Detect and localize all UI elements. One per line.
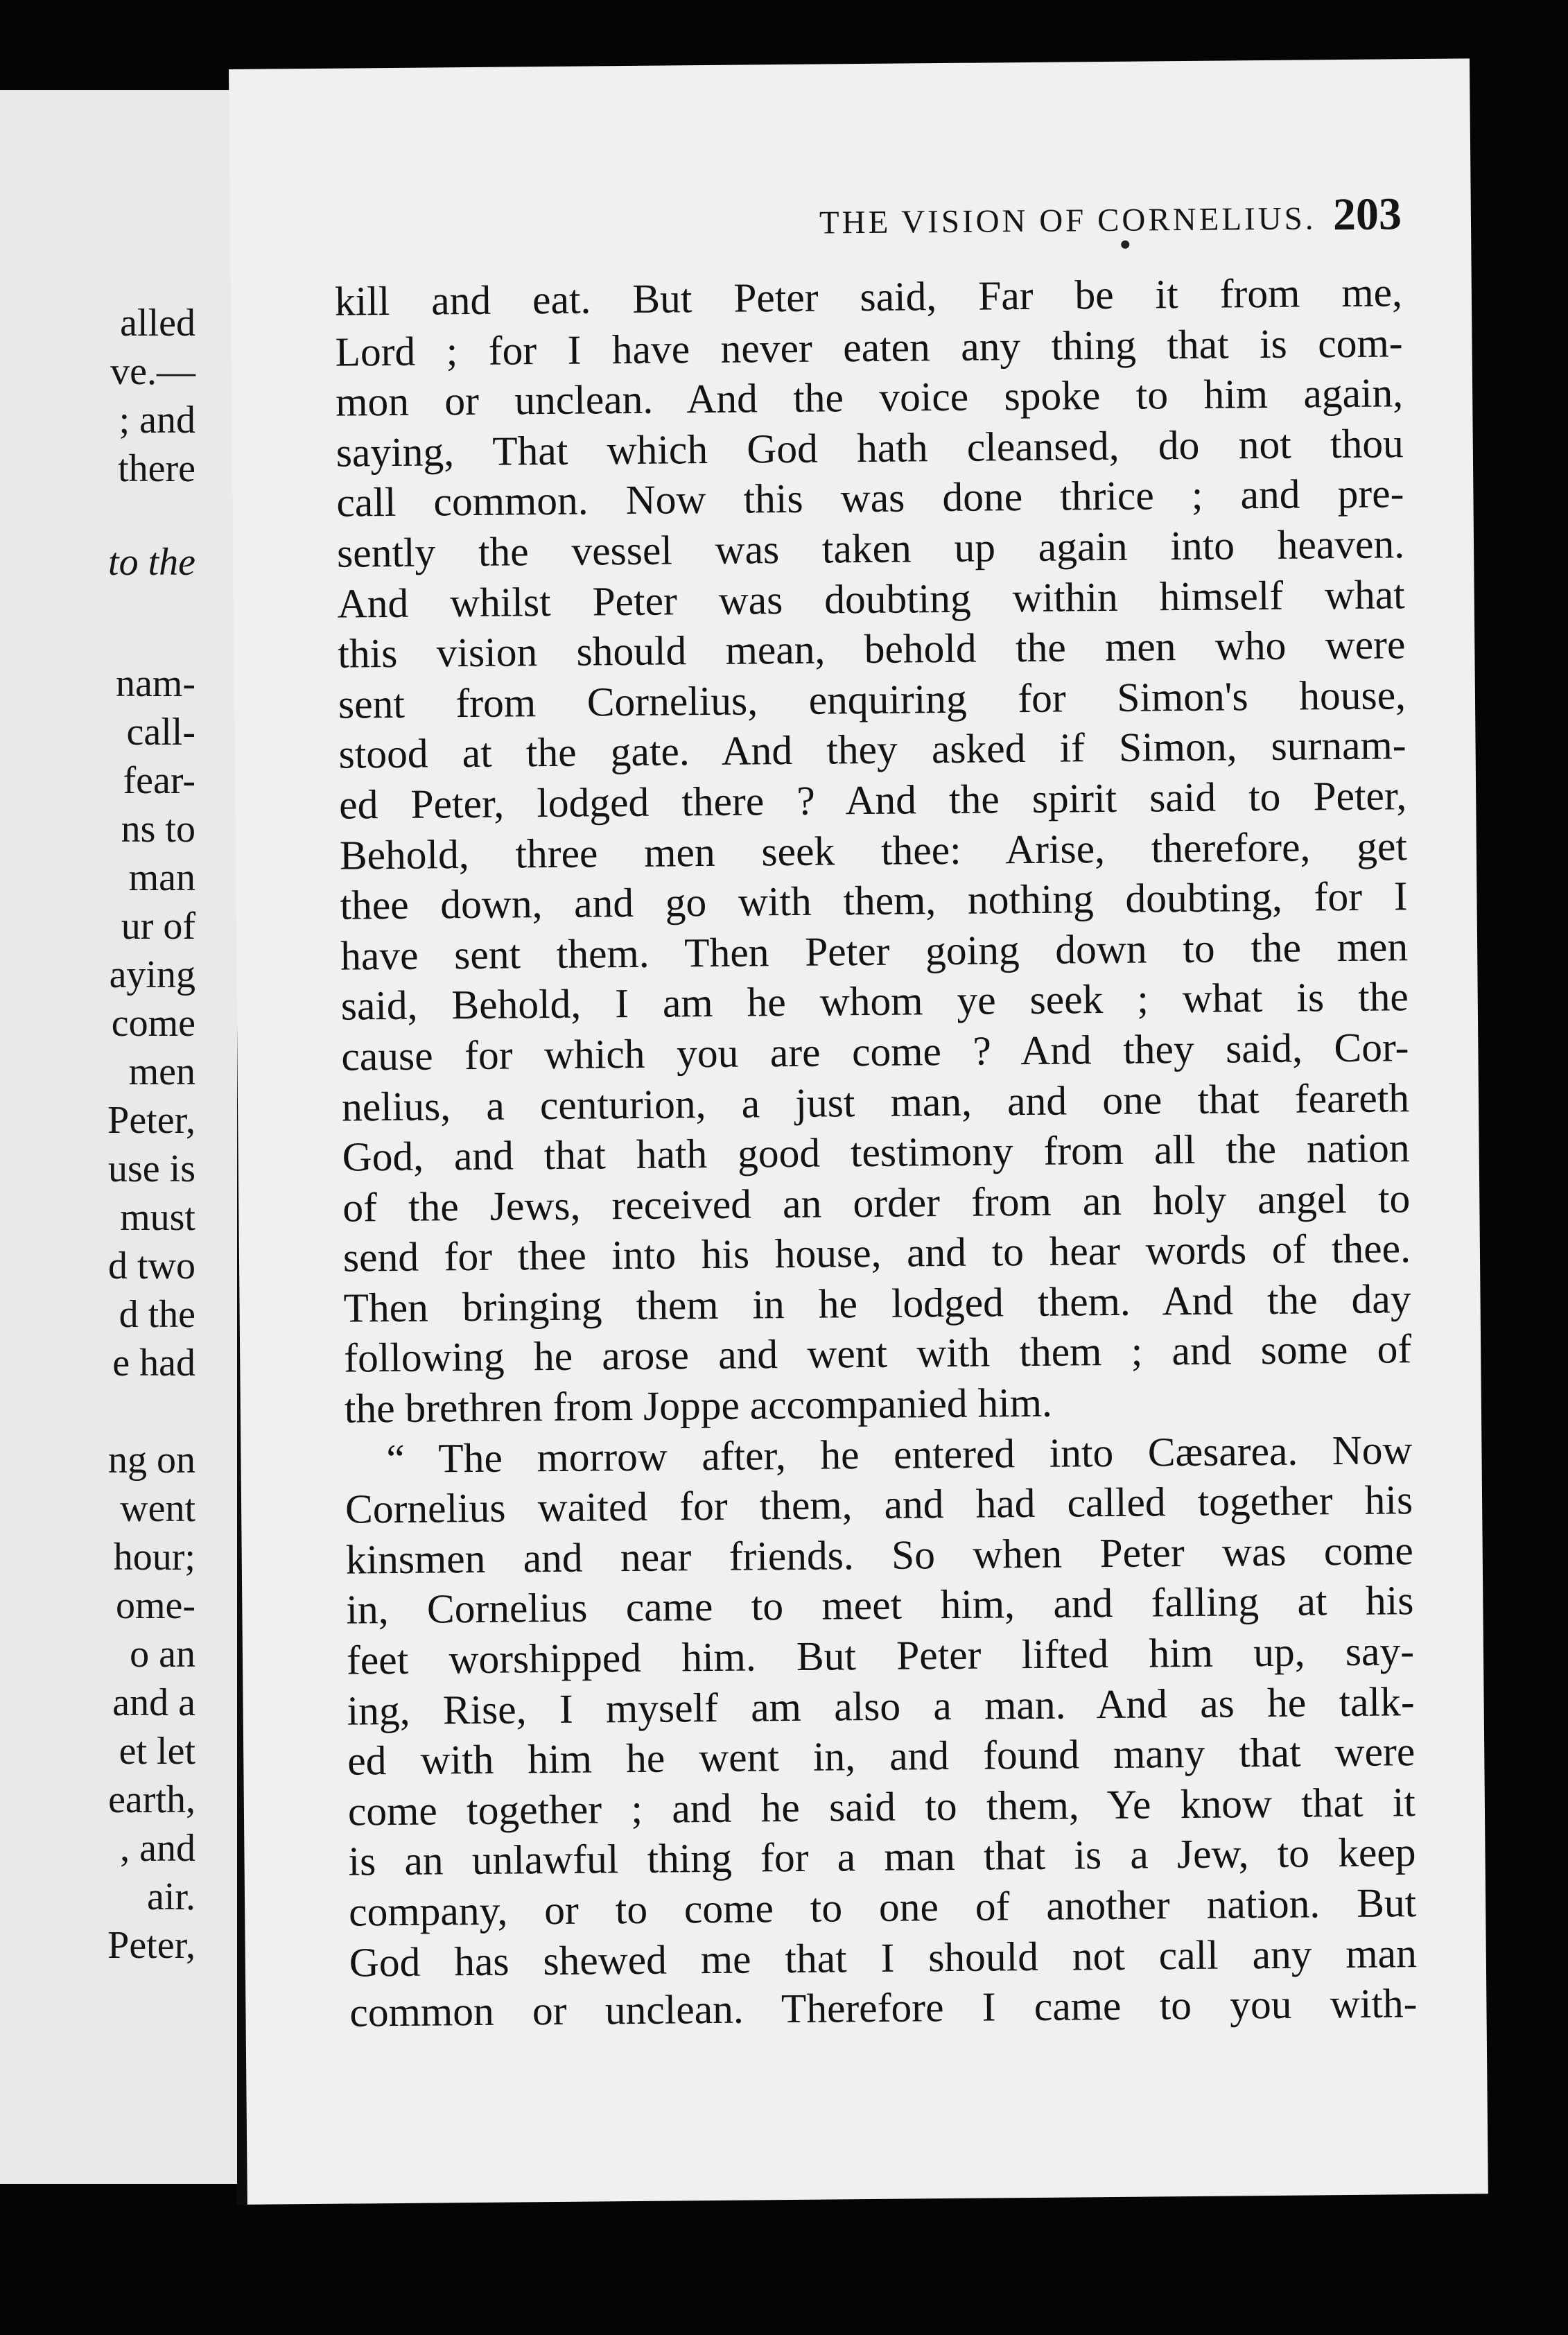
text-line: mon or unclean. And the voice spoke to him again,	[335, 370, 1404, 425]
left-page-line: ng on	[108, 1439, 195, 1482]
text-line: kinsmen and near friends. So when Peter was come	[345, 1527, 1413, 1583]
left-page-line: e had	[112, 1342, 195, 1384]
text-line: is an unlawful thing for a man that is a Jew, to keep	[348, 1829, 1416, 1884]
left-page-line: use is	[108, 1147, 195, 1190]
text-line: nelius, a centurion, a just man, and one that feareth	[341, 1074, 1410, 1130]
left-page-line: o an	[130, 1633, 195, 1676]
text-line: thee down, and go with them, nothing doubting, for I	[340, 873, 1408, 928]
left-page	[0, 90, 237, 2184]
text-line: Lord ; for I have never eaten any thing that is com-	[335, 319, 1403, 375]
text-line: stood at the gate. And they asked if Simon, surnam-	[338, 722, 1406, 777]
left-page-line: ome-	[115, 1584, 195, 1627]
left-page-line: fear-	[123, 759, 195, 802]
left-page-text-fragments	[0, 298, 237, 2101]
text-line: of the Jews, received an order from an holy angel to	[342, 1174, 1411, 1231]
left-page-line: nam-	[115, 662, 195, 705]
text-line: following he arose and went with them ; and some of	[343, 1326, 1412, 1382]
left-page-line: went	[120, 1487, 195, 1530]
text-line: sent from Cornelius, enquiring for Simon's house,	[338, 671, 1406, 727]
left-page-line: d the	[119, 1293, 195, 1336]
left-page-line: to the	[108, 541, 195, 584]
left-page-line: ; and	[119, 399, 195, 442]
page-header	[334, 184, 1402, 255]
text-line: feet worshipped him. But Peter lifted him up, say-	[346, 1628, 1415, 1683]
left-page-line: call-	[126, 711, 195, 754]
text-line: common or unclean. Therefore I came to you with-	[349, 1980, 1418, 2035]
left-page-line: come	[111, 1002, 195, 1045]
text-line: Cornelius waited for them, and had called together his	[345, 1477, 1413, 1532]
left-page-line: ns to	[121, 808, 195, 851]
left-page-line: Peter,	[107, 1924, 195, 1967]
left-page-line: ur of	[121, 905, 195, 948]
text-line: call common. Now this was done thrice ; and pre-	[336, 470, 1404, 526]
left-page-line: man	[128, 856, 195, 899]
text-line: sently the vessel was taken up again into heaven.	[336, 521, 1405, 576]
body-text	[335, 267, 1418, 2038]
text-line: God has shewed me that I should not call any man	[349, 1929, 1418, 1986]
left-page-line: hour;	[113, 1536, 195, 1579]
text-line: saying, That which God hath cleansed, do not thou	[336, 420, 1404, 476]
text-line: have sent them. Then Peter going down to the men	[340, 923, 1409, 979]
text-line: “ The morrow after, he entered into Cæsarea. Now	[386, 1426, 1413, 1482]
left-page-line: ve.—	[110, 350, 195, 393]
text-line: company, or to come to one of another nation. But	[348, 1880, 1417, 1935]
left-page-line: d two	[108, 1244, 195, 1287]
right-page	[229, 58, 1488, 2205]
left-page-line: and a	[112, 1681, 195, 1724]
left-page-line: alled	[120, 302, 195, 345]
left-page-line: et let	[119, 1730, 195, 1773]
text-line: in, Cornelius came to meet him, and falling at his	[346, 1577, 1414, 1633]
left-page-line: men	[128, 1050, 195, 1093]
text-line: said, Behold, I am he whom ye seek ; what is the	[340, 973, 1409, 1029]
left-page-line: , and	[120, 1827, 195, 1870]
text-line: ed with him he went in, and found many that were	[347, 1728, 1415, 1784]
left-page-line: Peter,	[107, 1099, 195, 1142]
text-line: God, and that hath good testimony from all the nation	[342, 1125, 1410, 1180]
text-line: kill and eat. But Peter said, Far be it from me,	[334, 269, 1403, 324]
text-line: this vision should mean, behold the men who were	[338, 621, 1406, 677]
text-line: ing, Rise, I myself am also a man. And as he talk-	[347, 1678, 1415, 1734]
text-line: cause for which you are come ? And they said, Cor-	[341, 1024, 1409, 1079]
left-page-line: aying	[109, 953, 195, 996]
left-page-line: must	[120, 1196, 195, 1239]
text-line: Then bringing them in he lodged them. And the day	[343, 1276, 1411, 1331]
text-line: the brethren from Joppe accompanied him.	[344, 1379, 1053, 1432]
text-line: ed Peter, lodged there ? And the spirit said to Peter,	[338, 772, 1407, 828]
text-line: come together ; and he said to them, Ye know that it	[347, 1778, 1416, 1834]
left-page-line: there	[118, 447, 195, 490]
running-title: THE VISION OF CORNELIUS.	[819, 200, 1316, 241]
left-page-line: earth,	[108, 1778, 195, 1821]
text-line: Behold, three men seek thee: Arise, therefore, get	[339, 822, 1408, 878]
page-number: 203	[1332, 189, 1402, 241]
text-line: send for thee into his house, and to hear words of thee.	[342, 1225, 1411, 1281]
text-line: And whilst Peter was doubting within himself what	[337, 571, 1405, 627]
left-page-line: air.	[147, 1875, 195, 1918]
